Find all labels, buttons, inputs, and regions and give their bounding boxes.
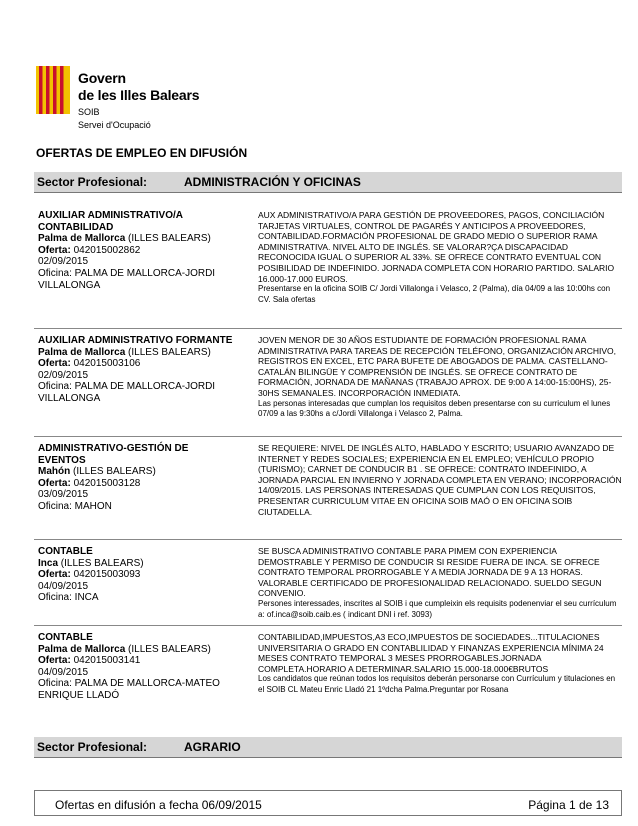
logo-text-illes-balears: de les Illes Balears [78, 87, 200, 103]
balearic-flag-icon [36, 66, 70, 114]
offer-description: AUX ADMINISTRATIVO/A PARA GESTIÓN DE PROVEEDORES, PAGOS, CONCILIACIÓN TARJETAS VIRTUALES, CONTROL DE PAGARÉS Y ANTICIPOS A PROVEEDORES, CONTABILIDAD.FORMACIÓN PROFESIONAL DE GRADO MEDIO O SUPERIOR RAMA ADMINISTRATIVA. NIVEL ALTO DE INGLÉS. SE VALORAR?ÇA DISCAPACIDAD RECONOCIDA IGUAL O SUPERIOR AL 33%. SE OFRECE CONTRATO EVENTUAL CON POSIBILIDAD DE INDEFINIDO. JORNADA COMPLETA CON HORARIO PARTIDO. SALARIO 16.000-17.000 EUROS. [258, 210, 615, 284]
offer-divider [34, 539, 622, 540]
offer-office: Oficina: PALMA DE MALLORCA-JORDI VILLALONGA [38, 267, 216, 291]
offer-details [258, 546, 622, 620]
offer-summary [38, 546, 238, 604]
offer-title: CONTABLE [38, 632, 93, 643]
job-offer [34, 436, 622, 536]
offer-summary [38, 632, 238, 702]
offer-title: AUXILIAR ADMINISTRATIVO FORMANTE [38, 335, 233, 346]
page-footer [34, 790, 622, 816]
offer-details [258, 335, 622, 420]
footer-date-text: Ofertas en difusión a fecha 06/09/2015 [55, 798, 262, 812]
offer-divider [34, 625, 622, 626]
offer-contact: Los candidatos que reúnan todos los requisitos deberán personarse con Currículum y titulaciones en el SOIB CL Mateu Enric Lladó 21 1ºdcha Palma.Preguntar por Rosana [258, 674, 616, 694]
sector-name: ADMINISTRACIÓN Y OFICINAS [184, 175, 361, 189]
offer-location: Inca (ILLES BALEARS) [38, 557, 144, 569]
offer-location: Palma de Mallorca (ILLES BALEARS) [38, 643, 211, 655]
offer-description: SE BUSCA ADMINISTRATIVO CONTABLE PARA PIMEM CON EXPERIENCIA DEMOSTRABLE Y PERMISO DE CONDUCIR SI RESIDE FUERA DE INCA. SE OFRECE CONTRATO TEMPORAL PRORROGABLE Y A MEDIA JORNADA DE 9 A 13 HORAS. VALORABLE CERTIFICADO DE PROFESIONALIDAD RELACIONADO. SUELDO SEGUN CONVENIO. [258, 546, 602, 599]
offer-contact: Persones interessades, inscrites al SOIB i que cumpleixin els requisits podenenviar el seu currículum a: of.inca@soib.caib.es ( indicant DNI i ref. 3093) [258, 598, 617, 619]
offer-details [258, 632, 622, 696]
document-title: OFERTAS DE EMPLEO EN DIFUSIÓN [36, 146, 248, 160]
offer-office: Oficina: MAHON [38, 500, 112, 512]
offer-title: CONTABLE [38, 546, 93, 557]
sector-header-agrario [34, 737, 622, 758]
job-offer [34, 625, 622, 725]
offer-number: Oferta: 042015003106 [38, 358, 141, 370]
sector-name: AGRARIO [184, 740, 241, 754]
offer-description: SE REQUIERE: NIVEL DE INGLÉS ALTO, HABLADO Y ESCRITO; USUARIO AVANZADO DE INTERNET Y REDES SOCIALES; EXPERIENCIA EN EL EMPLEO; VEHÍCULO PROPIO (TURISMO); CARNET DE CONDUCIR B1 . SE OFRECE: CONTRATO INDEFINIDO, A JORNADA PARCIAL EN INVIERNO Y JORNADA COMPLETA EN VERANO; INCORPORACIÓN 14/09/2015. LAS PERSONAS INTERESADAS QUE CUMPLAN CON LOS REQUISITOS, PRESENTAR CURRICULUM VITAE EN OFICINA SOIB MAÓ O EN OFICINA SOIB CIUTADELLA. [258, 443, 622, 517]
offer-summary [38, 210, 238, 291]
logo-text-govern: Govern [78, 70, 126, 86]
offer-details [258, 443, 622, 517]
offer-location: Mahón (ILLES BALEARS) [38, 466, 156, 478]
offer-contact: Presentarse en la oficina SOIB C/ Jordi Villalonga i Velasco, 2 (Palma), día 04/09 a las 10:00hs con CV. Sala ofertas [258, 284, 611, 304]
offer-description: JOVEN MENOR DE 30 AÑOS ESTUDIANTE DE FORMACIÓN PROFESIONAL RAMA ADMINISTRATIVA PARA TAREAS DE RECEPCIÓN TELÉFONO, ORGANIZACIÓN ARCHIVO, REGISTROS EN EXCEL, ETC PARA BUFETE DE ABOGADOS DE PALMA. CASTELLANO-CATALÁN BILINGÜE Y COMPRENSIÓN DE INGLÉS. SE OFRECE CONTRATO DE FORMACIÓN, JORNADA DE MAÑANAS (TRABAJO APROX. DE 9:00 A 14:00-15:00HS), 25-30HS SEMANALES. INCORPORACIÓN INMEDIATA. [258, 335, 617, 398]
job-offer [34, 539, 622, 629]
offer-description: CONTABILIDAD,IMPUESTOS,A3 ECO,IMPUESTOS DE SOCIEDADES...TITULACIONES UNIVERSITARIA O GRADO EN CONTABLILIDAD Y FINANZAS EXPERIENCIA MÍNIMA 24 MESES CONTRATO TEMPORAL 3 MESES PRORROGABLES.JORNADA COMPLETA.HORARIO A DETERMINAR.SALARIO 15.000-18.000€BRUTOS [258, 632, 604, 674]
offer-contact: Las personas interesadas que cumplan los requisitos deben presentarse con su curriculum el lunes 07/09 a las 9:30hs a c/Jordi Villalonga i Velasco 2, Palma. [258, 398, 611, 419]
offer-summary [38, 443, 238, 513]
offer-location: Palma de Mallorca (ILLES BALEARS) [38, 233, 211, 245]
offer-title: AUXILIAR ADMINISTRATIVO/A CONTABILIDAD [38, 210, 183, 233]
job-offer [34, 328, 622, 428]
offer-date: 04/09/2015 [38, 666, 89, 678]
logo-text-servei: Servei d'Ocupació [78, 120, 151, 130]
logo-text-soib: SOIB [78, 107, 100, 117]
offer-number: Oferta: 042015003128 [38, 477, 141, 489]
sector-label: Sector Profesional: [37, 740, 148, 754]
offer-date: 02/09/2015 [38, 369, 89, 381]
footer-page-number: Página 1 de 13 [528, 798, 609, 812]
govern-logo [36, 66, 206, 134]
sector-label: Sector Profesional: [37, 175, 148, 189]
offer-summary [38, 335, 238, 405]
sector-header-administracion [34, 172, 622, 193]
offer-title: ADMINISTRATIVO-GESTIÓN DE EVENTOS [38, 443, 189, 466]
offer-details [258, 210, 622, 305]
offer-number: Oferta: 042015003093 [38, 569, 141, 581]
offer-office: Oficina: INCA [38, 592, 99, 604]
offer-date: 02/09/2015 [38, 256, 89, 268]
offer-date: 04/09/2015 [38, 580, 89, 592]
offer-divider [34, 436, 622, 437]
offer-office: Oficina: PALMA DE MALLORCA-JORDI VILLALONGA [38, 381, 216, 404]
offer-divider [34, 328, 622, 329]
offer-number: Oferta: 042015002862 [38, 244, 141, 256]
offer-date: 03/09/2015 [38, 489, 89, 501]
offer-location: Palma de Mallorca (ILLES BALEARS) [38, 346, 211, 358]
offer-number: Oferta: 042015003141 [38, 655, 141, 667]
job-offer [34, 203, 622, 318]
offer-office: Oficina: PALMA DE MALLORCA-MATEO ENRIQUE LLADÓ [38, 678, 220, 701]
